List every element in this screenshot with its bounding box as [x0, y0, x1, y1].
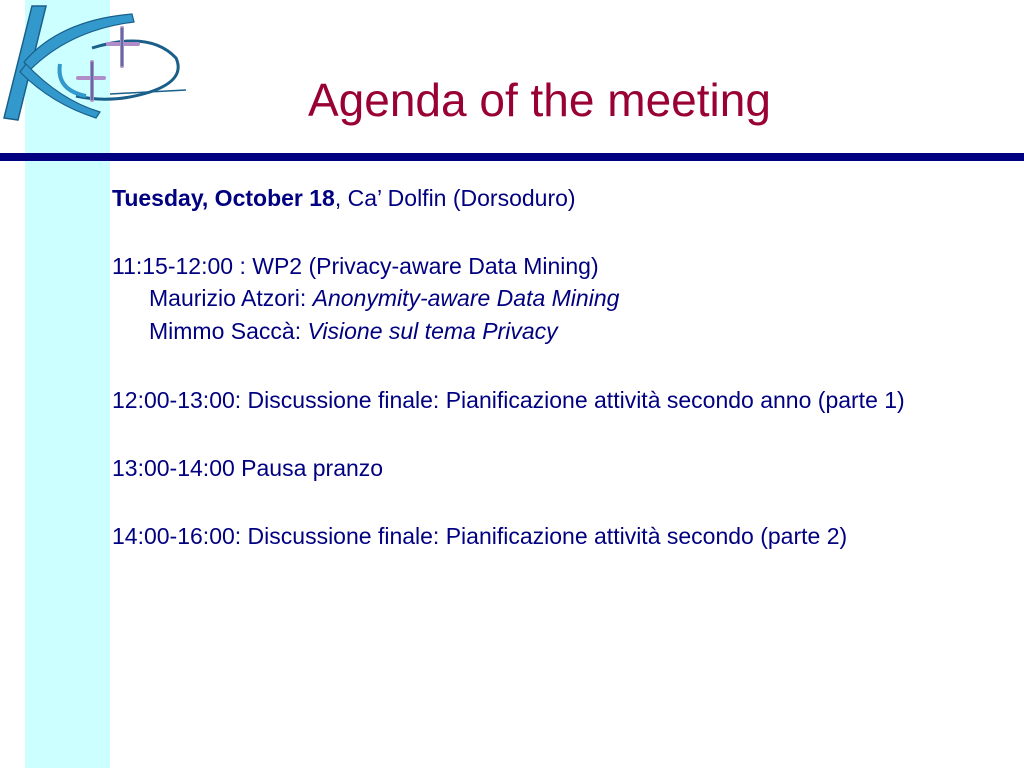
meeting-date: Tuesday, October 18 — [112, 185, 335, 211]
meeting-date-line — [112, 183, 932, 214]
talk-topic: Visione sul tema Privacy — [307, 318, 558, 344]
agenda-item-lunch: 13:00-14:00 Pausa pranzo — [112, 455, 384, 481]
agenda-item-discussion-1: 12:00-13:00: Discussione finale: Pianificazione attività secondo anno (parte 1) — [112, 387, 905, 413]
talk-speaker: Mimmo Saccà: — [149, 318, 308, 344]
talk-item — [112, 315, 932, 348]
agenda-body — [112, 183, 932, 552]
talk-item — [112, 282, 932, 315]
agenda-item-discussion-2: 14:00-16:00: Discussione finale: Pianificazione attività secondo (parte 2) — [112, 523, 848, 549]
talk-topic: Anonymity-aware Data Mining — [312, 285, 620, 311]
agenda-item-wp2: 11:15-12:00 : WP2 (Privacy-aware Data Mining) — [112, 253, 599, 279]
title-divider — [0, 153, 1024, 161]
kdd-lab-logo-icon — [0, 0, 190, 125]
talk-speaker: Maurizio Atzori: — [149, 285, 313, 311]
slide-title: Agenda of the meeting — [308, 74, 771, 126]
meeting-venue: , Ca’ Dolfin (Dorsoduro) — [334, 185, 576, 211]
